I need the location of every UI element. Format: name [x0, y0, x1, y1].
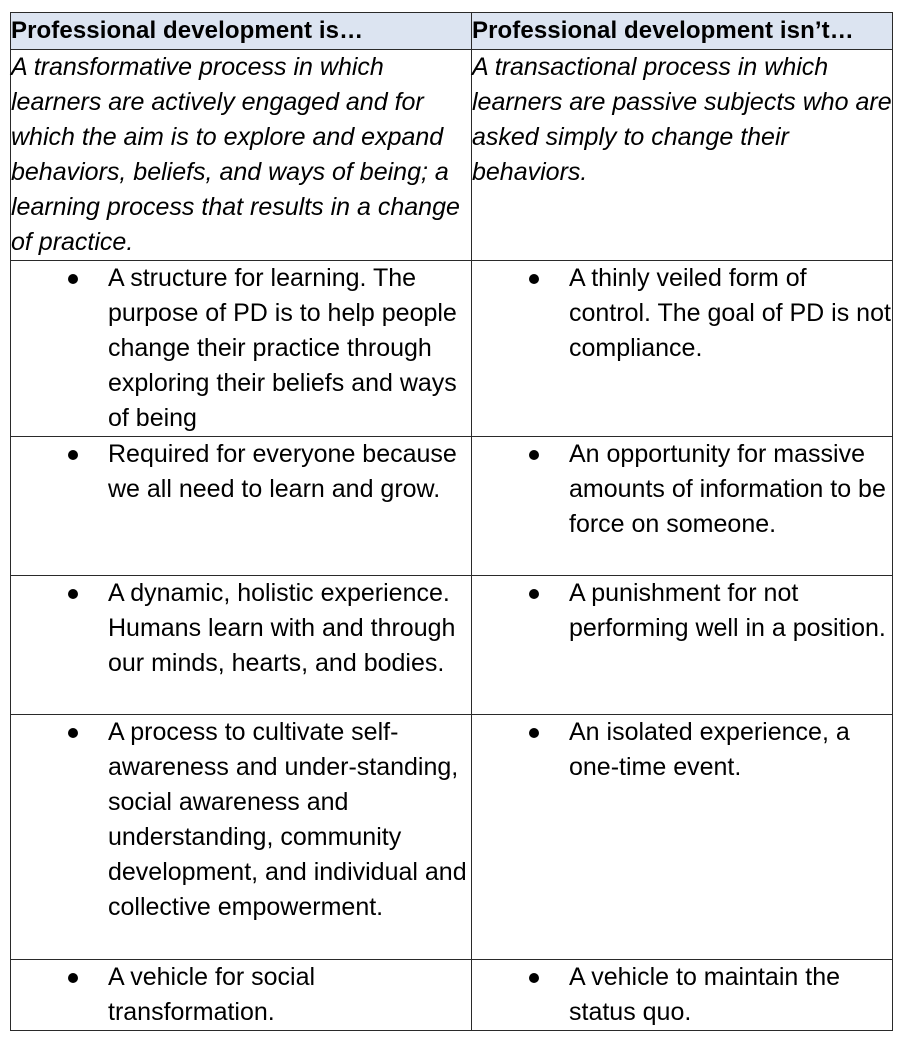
header-is: Professional development is…: [11, 13, 472, 50]
header-isnt: Professional development isn’t…: [472, 13, 893, 50]
isnt-cell: [472, 261, 893, 437]
bullet-icon: [11, 261, 108, 296]
bullet-icon: [472, 715, 569, 750]
is-cell: [11, 715, 472, 960]
isnt-cell: [472, 576, 893, 715]
is-item-text: A structure for learning. The purpose of PD is to help people change their practice through exploring their beliefs and ways of being: [108, 264, 457, 432]
is-item-text: A dynamic, holistic experience. Humans learn with and through our minds, hearts, and bodies.: [108, 579, 456, 677]
intro-isnt: A transactional process in which learners are passive subjects who are asked simply to change their behaviors.: [472, 50, 893, 261]
is-cell: [11, 576, 472, 715]
intro-is: A transformative process in which learners are actively engaged and for which the aim is to explore and expand behaviors, beliefs, and ways of being; a learning process that results in a change of practice.: [11, 50, 472, 261]
bullet-icon: [472, 261, 569, 296]
bullet-icon: [11, 715, 108, 750]
table-row: [11, 576, 893, 715]
bullet-icon: [11, 576, 108, 611]
is-item-text: A vehicle for social transformation.: [108, 963, 316, 1026]
isnt-cell: [472, 437, 893, 576]
bullet-icon: [472, 576, 569, 611]
is-cell: [11, 960, 472, 1031]
bullet-icon: [11, 960, 108, 995]
table-row: [11, 261, 893, 437]
is-item-text: A process to cultivate self-awareness and under-standing, social awareness and understanding, community development, and individual and collective empowerment.: [108, 718, 467, 921]
header-row: [11, 13, 893, 50]
table-row: [11, 960, 893, 1031]
bullet-icon: [11, 437, 108, 472]
isnt-item-text: An isolated experience, a one-time event.: [569, 718, 850, 781]
intro-row: [11, 50, 893, 261]
isnt-cell: [472, 715, 893, 960]
is-cell: [11, 437, 472, 576]
is-cell: [11, 261, 472, 437]
isnt-cell: [472, 960, 893, 1031]
table-row: [11, 437, 893, 576]
isnt-item-text: A vehicle to maintain the status quo.: [569, 963, 840, 1026]
isnt-item-text: An opportunity for massive amounts of information to be force on someone.: [569, 440, 886, 538]
table-row: [11, 715, 893, 960]
is-item-text: Required for everyone because we all need to learn and grow.: [108, 440, 457, 503]
isnt-item-text: A thinly veiled form of control. The goal of PD is not compliance.: [569, 264, 891, 362]
bullet-icon: [472, 960, 569, 995]
comparison-table: [10, 12, 893, 1031]
bullet-icon: [472, 437, 569, 472]
isnt-item-text: A punishment for not performing well in a position.: [569, 579, 886, 642]
